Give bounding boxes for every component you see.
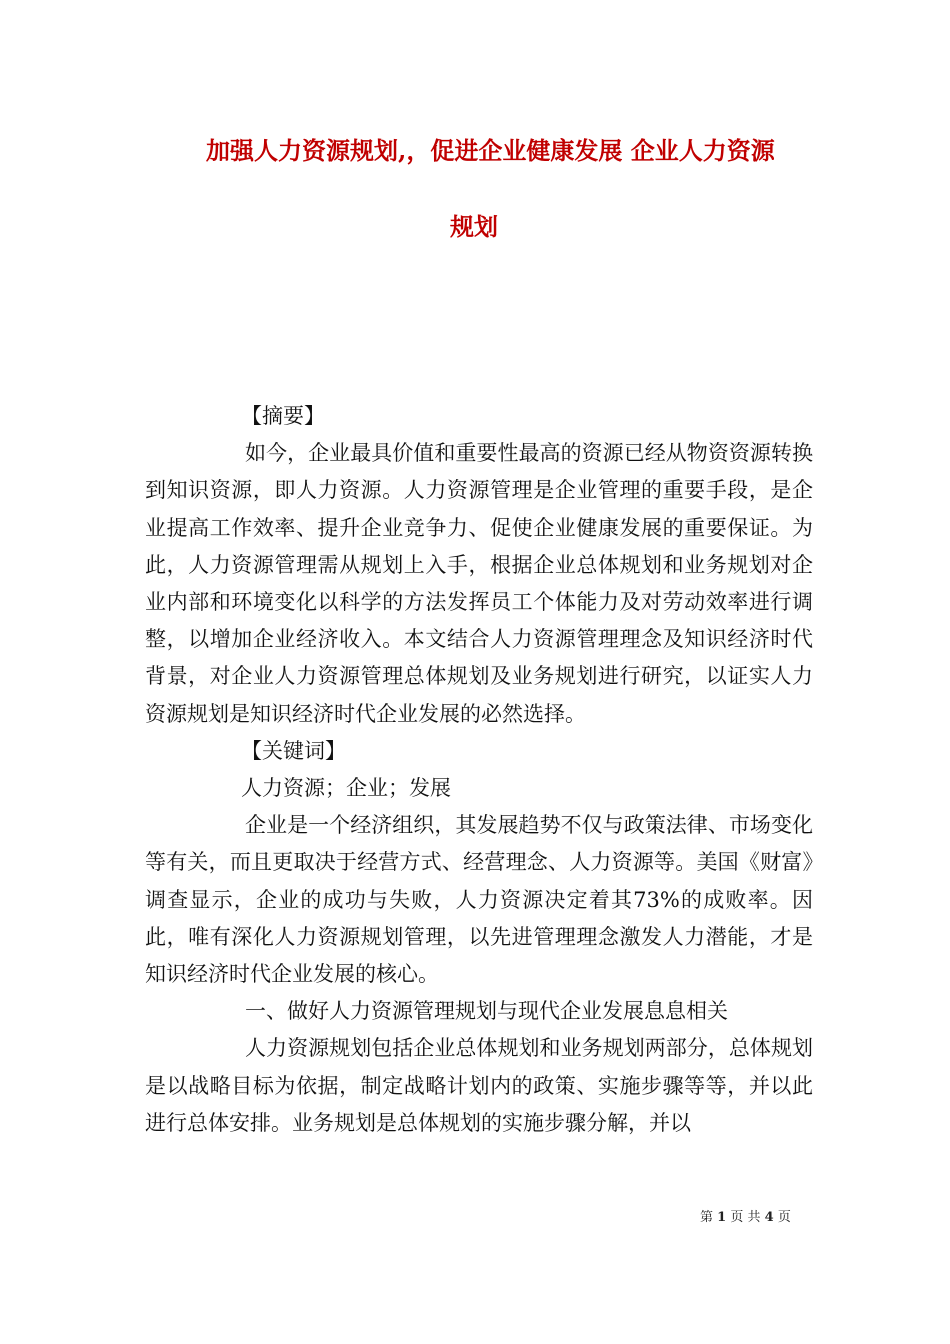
body-paragraph-2: 人力资源规划包括企业总体规划和业务规划两部分，总体规划是以战略目标为依据，制定战略计划内的政策、实施步骤等等，并以此进行总体安排。业务规划是总体规划的实施步骤分解，并以 (145, 1036, 813, 1135)
footer-post: 页 (777, 1210, 791, 1225)
footer-mid: 页 共 (730, 1210, 761, 1225)
document-title-line-1: 加强人力资源规划,，促进企业健康发展 企业人力资源 (206, 136, 775, 165)
abstract-text: 如今，企业最具价值和重要性最高的资源已经从物资资源转换到知识资源，即人力资源。人力资源管理是企业管理的重要手段，是企业提高工作效率、提升企业竞争力、促使企业健康发展的重要保证。为此，人力资源管理需从规划上入手，根据企业总体规划和业务规划对企业内部和环境变化以科学的方法发挥员工个体能力及对劳动效率进行调整，以增加企业经济收入。本文结合人力资源管理理念及知识经济时代背景，对企业人力资源管理总体规划及业务规划进行研究，以证实人力资源规划是知识经济时代企业发展的必然选择。 (145, 441, 813, 726)
footer-total-pages: 4 (764, 1210, 774, 1225)
abstract-label: 【摘要】 (241, 404, 325, 428)
page-footer (700, 1206, 791, 1225)
footer-page-number: 1 (717, 1210, 727, 1225)
section-heading-1: 一、做好人力资源管理规划与现代企业发展息息相关 (245, 999, 728, 1024)
body-paragraph-1: 企业是一个经济组织，其发展趋势不仅与政策法律、市场变化等有关，而且更取决于经营方式、经营理念、人力资源等。美国《财富》调查显示，企业的成功与失败，人力资源决定着其73%的成败率。因此，唯有深化人力资源规划管理，以先进管理理念激发人力潜能，才是知识经济时代企业发展的核心。 (145, 813, 813, 987)
keywords-label: 【关键词】 (241, 738, 346, 763)
document-title-line-2: 规划 (450, 212, 498, 241)
keywords-text: 人力资源；企业；发展 (241, 776, 451, 801)
footer-pre: 第 (700, 1210, 714, 1225)
document-body (145, 398, 813, 1142)
